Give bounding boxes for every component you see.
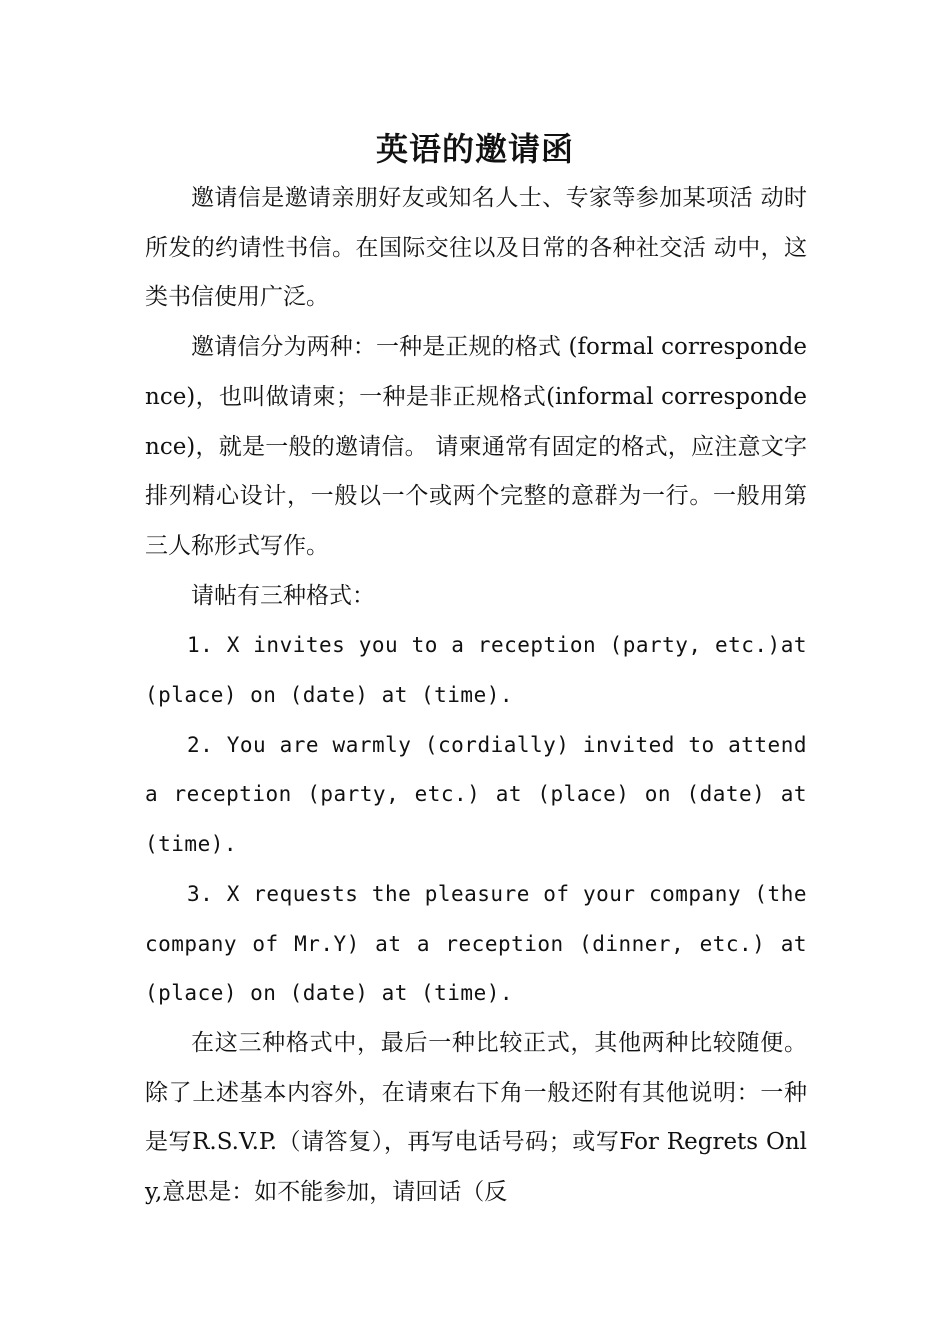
paragraph-formats-heading: 请帖有三种格式： [191, 582, 375, 609]
format-item-2: 2. You are warmly (cordially) invited to attend a reception (party, etc.) at (place) on (date) at (time). [145, 732, 807, 857]
format-item-3: 3. X requests the pleasure of your company (the company of Mr.Y) at a reception (dinner, etc.) at (place) on (date) at (time). [145, 881, 807, 1006]
format-item-1: 1. X invites you to a reception (party, etc.)at (place) on (date) at (time). [145, 633, 807, 708]
paragraph-types: 邀请信分为两种：一种是正规的格式 (formal correspondence)，也叫做请柬；一种是非正规格式(informal correspondence)，就是一般的邀请信。 请柬通常有固定的格式，应注意文字排列精心设计，一般以一个或两个完整的意群为一行。一般用第三人称形式写作。 [145, 334, 807, 559]
paragraph-intro: 邀请信是邀请亲朋好友或知名人士、专家等参加某项活 动时所发的约请性书信。在国际交往以及日常的各种社交活 动中，这类书信使用广泛。 [145, 185, 807, 311]
document-body [145, 174, 807, 1218]
paragraph-notes: 在这三种格式中，最后一种比较正式，其他两种比较随便。除了上述基本内容外，在请柬右下角一般还附有其他说明：一种是写R.S.V.P.（请答复），再写电话号码；或写For Regrets Only,意思是：如不能参加，请回话（反 [145, 1029, 807, 1206]
document-title: 英语的邀请函 [375, 130, 574, 168]
